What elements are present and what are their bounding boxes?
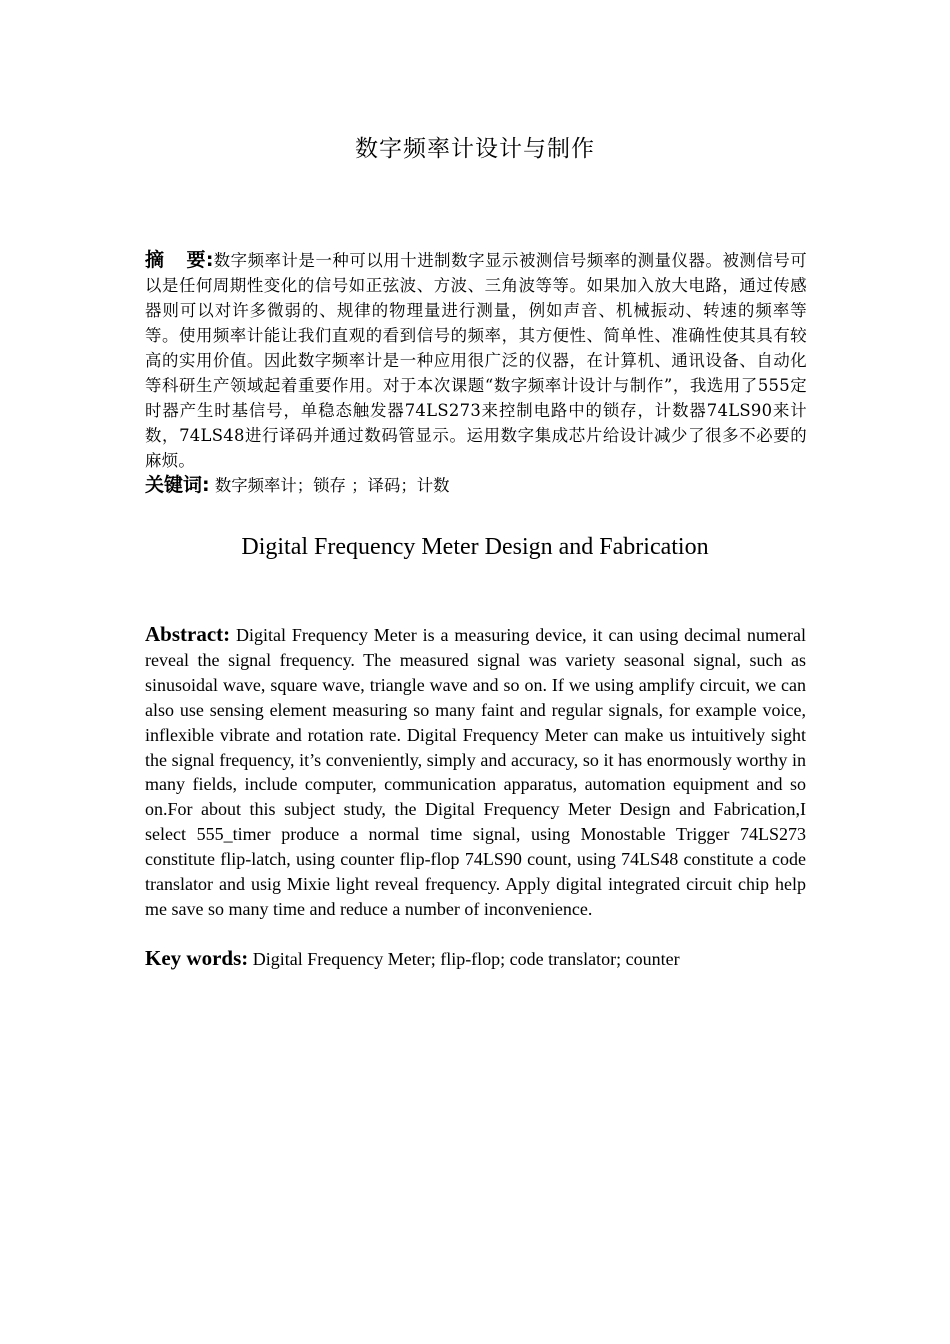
english-keywords-label: Key words:	[145, 946, 249, 970]
chinese-abstract-label	[145, 249, 213, 271]
english-keywords	[145, 944, 806, 973]
english-abstract-text: Digital Frequency Meter is a measuring device, it can using decimal numeral reveal the signal frequency. The measured signal was variety seasonal signal, such as sinusoidal wave, square wave, triangle wave and so on. If we using amplify circuit, we can also use sensing element measuring so many faint and regular signals, for example voice, inflexible vibrate and rotation rate. Digital Frequency Meter can make us intuitively sight the signal frequency, it’s conveniently, simply and accuracy, so it has enormously worthy in many fields, include computer, communication apparatus, automation equipment and so on.For about this subject study, the Digital Frequency Meter Design and Fabrication,I select 555_timer produce a normal time signal, using Monostable Trigger 74LS273 constitute flip-latch, using counter flip-flop 74LS90 count, using 74LS48 constitute a code translator and usig Mixie light reveal frequency. Apply digital integrated circuit chip help me save so many time and reduce a number of inconvenience.	[145, 625, 807, 919]
chinese-keywords	[145, 472, 807, 499]
english-keywords-text: Digital Frequency Meter; flip-flop; code translator; counter	[252, 949, 680, 969]
chinese-keywords-label: 关键词:	[145, 474, 210, 496]
english-abstract-label: Abstract:	[145, 622, 231, 646]
english-title: Digital Frequency Meter Design and Fabrication	[241, 534, 709, 560]
english-abstract	[145, 622, 806, 922]
chinese-title: 数字频率计设计与制作	[355, 136, 595, 162]
chinese-abstract	[145, 248, 807, 473]
chinese-abstract-text: 数字频率计是一种可以用十进制数字显示被测信号频率的测量仪器。被测信号可以是任何周期性变化的信号如正弦波、方波、三角波等等。如果加入放大电路，通过传感器则可以对许多微弱的、规律的物理量进行测量，例如声音、机械振动、转速的频率等等。使用频率计能让我们直观的看到信号的频率，其方便性、简单性、准确性使其具有较高的实用价值。因此数字频率计是一种应用很广泛的仪器，在计算机、通讯设备、自动化等科研生产领域起着重要作用。对于本次课题“数字频率计设计与制作”，我选用了555定时器产生时基信号，单稳态触发器74LS273来控制电路中的锁存，计数器74LS90来计数，74LS48进行译码并通过数码管显示。运用数字集成芯片给设计减少了很多不必要的麻烦。	[145, 251, 807, 470]
chinese-keywords-text: 数字频率计；锁存 ；译码；计数	[214, 476, 450, 495]
chinese-abstract-label-part1: 摘	[145, 249, 165, 271]
chinese-abstract-label-part2: 要:	[186, 249, 214, 271]
